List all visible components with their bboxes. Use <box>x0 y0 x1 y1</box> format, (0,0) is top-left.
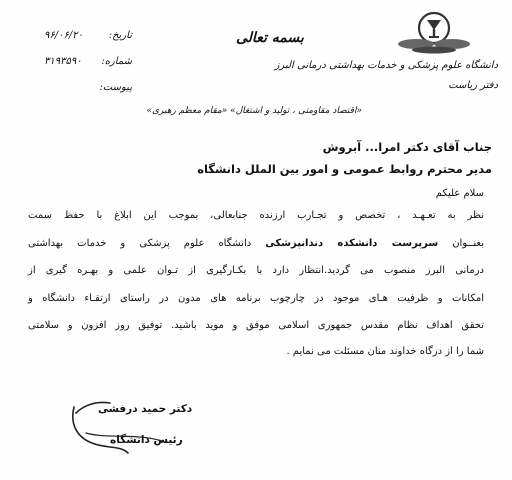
recipient-name: جناب آقای دکتر امرا... آبروش <box>322 140 492 154</box>
body-line: امکانات و ظرفیت هـای موجود در چارچوب برنامه های مدون در راستای ارتقـاء دانشگاه و <box>28 293 484 304</box>
body-line: نظر به تعـهـد ، تخصص و تجـارب ارزنده جنابعالی، بموجب این ابلاغ با حفظ سمت <box>28 210 484 221</box>
organization-unit: دفتر ریاست <box>448 80 498 91</box>
attachment-label: پیوست: <box>99 82 132 93</box>
date-value: ۹۶/۰۶/۲۰ <box>44 30 83 41</box>
number-value: ۳۱۹۳۵۹۰ <box>44 56 82 67</box>
date-label: تاریخ: <box>108 30 132 41</box>
appointment-prefix: بعنــوان <box>452 238 484 249</box>
attachment-field <box>44 82 132 93</box>
recipient-position: مدیر محترم روابط عمومی و امور بین الملل دانشگاه <box>197 162 492 176</box>
body-line: تحقق اهداف نظام مقدس جمهوری اسلامی موفق و موید باشید. توفیق روز افزون و سلامتی <box>28 320 484 331</box>
appointment-title: سرپرست دانشکده دندانپزشکی <box>265 238 439 249</box>
date-field <box>44 30 132 41</box>
body-line-appointment <box>28 238 484 249</box>
university-emblem-icon <box>396 8 472 56</box>
greeting: سلام علیکم <box>435 188 484 199</box>
signatory-name: دکتر حمید درفشی <box>98 403 193 415</box>
number-label: شماره: <box>101 56 132 67</box>
organization-name: دانشگاه علوم پزشکی و خدمات بهداشتی درمانی البرز <box>274 60 498 71</box>
appointment-suffix: دانشگاه علوم پزشکی و خدمات بهداشتی <box>28 238 252 249</box>
number-field <box>44 56 132 67</box>
body-line: شما را از درگاه خداوند منان مسئلت می نمایم . <box>286 346 484 357</box>
year-slogan: «اقتصاد مقاومتی ، تولید و اشتغال» «مقام معظم رهبری» <box>146 106 362 116</box>
basmala-heading: بسمه تعالی <box>236 30 304 46</box>
signatory-title: رئیس دانشگاه <box>110 434 183 446</box>
body-line: درمانی البرز منصوب می گردید.انتظار دارد با بکـارگیری از تـوان علمی و بهـره گیری از <box>28 265 484 276</box>
